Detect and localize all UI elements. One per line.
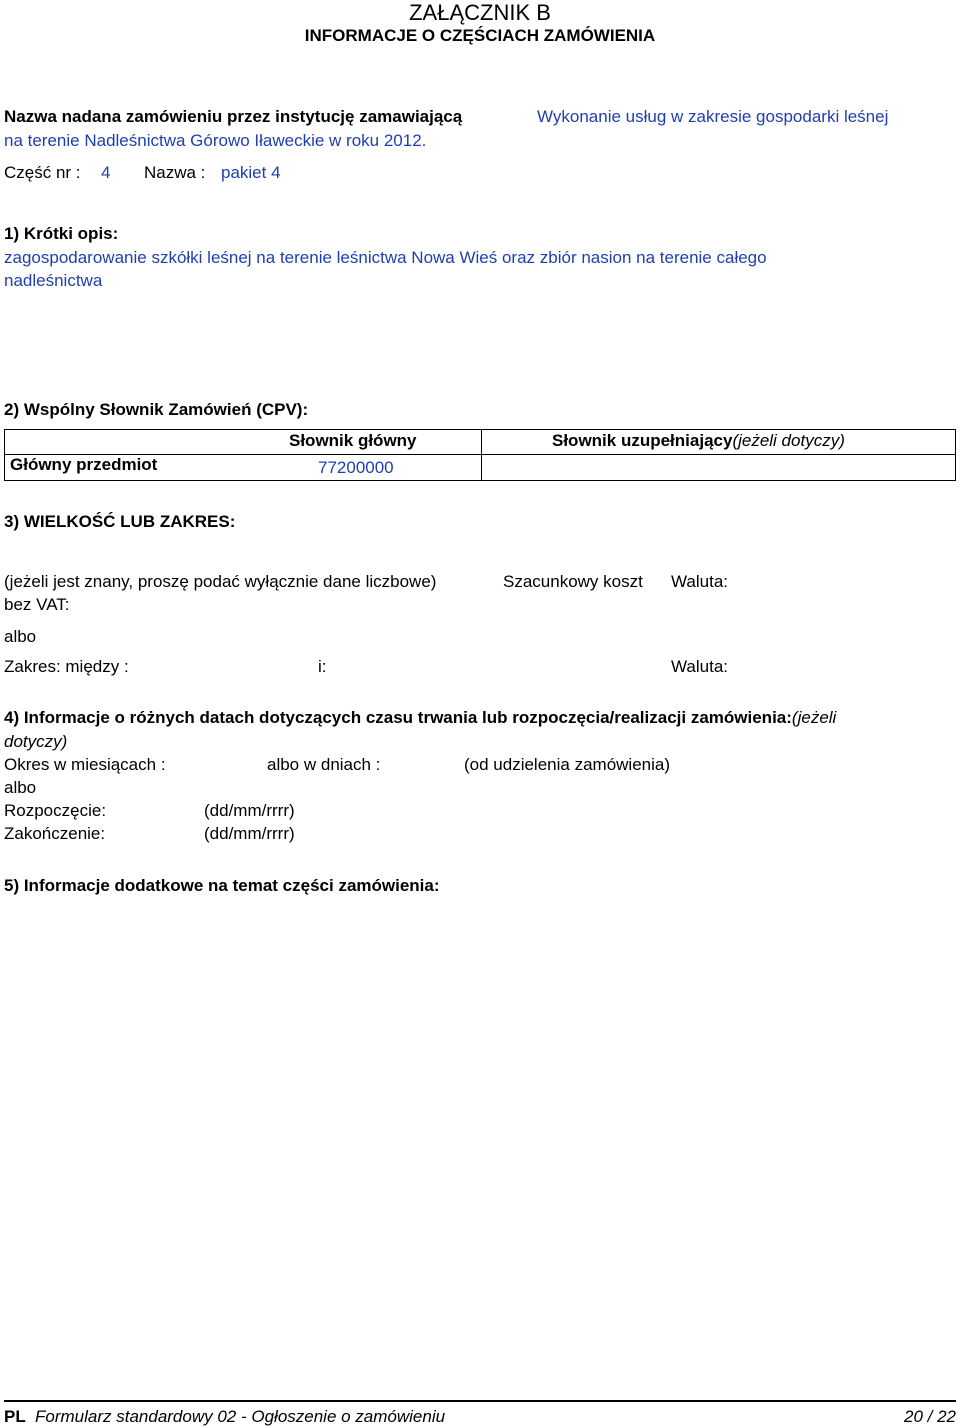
section1-heading: 1) Krótki opis: (4, 224, 119, 243)
section4-heading (4, 706, 836, 729)
estimated-cost-label: Szacunkowy koszt (503, 572, 643, 591)
vat-label: bez VAT: (4, 595, 70, 614)
range-label: Zakres: między : (4, 657, 129, 676)
section1-text-line1: zagospodarowanie szkółki leśnej na terenie leśnictwa Nowa Wieś oraz zbiór nasion na terenie całego (4, 248, 767, 267)
footer-lang: PL (4, 1407, 26, 1426)
document-title: ZAŁĄCZNIK B (409, 0, 551, 25)
cpv-main-code: 77200000 (318, 458, 394, 477)
cpv-row-label: Główny przedmiot (10, 455, 158, 474)
from-award-label: (od udzielenia zamówienia) (464, 755, 671, 774)
footer-rule (4, 1400, 956, 1402)
part-name-label: Nazwa : (144, 163, 206, 182)
cpv-col-main: Słownik główny (289, 431, 417, 450)
start-date-label: Rozpoczęcie: (4, 801, 107, 820)
contract-name-label: Nazwa nadana zamówieniu przez instytucję zamawiającą (4, 107, 463, 126)
part-number-label: Część nr : (4, 163, 81, 182)
section5-heading: 5) Informacje dodatkowe na temat części zamówienia: (4, 876, 440, 895)
section2-heading: 2) Wspólny Słownik Zamówień (CPV): (4, 400, 309, 419)
cpv-col-supp-note: (jeżeli dotyczy) (732, 431, 845, 450)
contract-name-value-line1: Wykonanie usług w zakresie gospodarki leśnej (537, 107, 889, 126)
range-and-label: i: (318, 657, 327, 676)
footer-page-number: 20 / 22 (904, 1407, 956, 1426)
section4-or: albo (4, 778, 37, 797)
cpv-col-supp-label: Słownik uzupełniający (552, 431, 733, 450)
section3-heading: 3) WIELKOŚĆ LUB ZAKRES: (4, 512, 236, 531)
document-subtitle: INFORMACJE O CZĘŚCIACH ZAMÓWIENIA (304, 26, 656, 45)
section4-heading-text: 4) Informacje o różnych datach dotyczących czasu trwania lub rozpoczęcia/realizacji zamówienia: (4, 708, 792, 727)
section3-or: albo (4, 627, 37, 646)
end-date-format: (dd/mm/rrrr) (204, 824, 295, 843)
range-currency-label: Waluta: (671, 657, 729, 676)
section1-text-line2: nadleśnictwa (4, 271, 103, 290)
currency-label: Waluta: (671, 572, 729, 591)
cpv-col-supp (552, 429, 845, 452)
section4-heading-note: (jeżeli (791, 708, 837, 727)
days-label: albo w dniach : (267, 755, 381, 774)
section4-heading-note-cont: dotyczy) (4, 732, 68, 751)
cpv-table-divider (481, 430, 482, 480)
part-name-value: pakiet 4 (221, 163, 281, 182)
months-label: Okres w miesiącach : (4, 755, 166, 774)
footer-form-name: Formularz standardowy 02 - Ogłoszenie o zamówieniu (35, 1407, 446, 1426)
end-date-label: Zakończenie: (4, 824, 106, 843)
start-date-format: (dd/mm/rrrr) (204, 801, 295, 820)
part-number-value: 4 (101, 163, 111, 182)
contract-name-value-line2: na terenie Nadleśnictwa Górowo Iławeckie w roku 2012. (4, 131, 427, 150)
section3-note: (jeżeli jest znany, proszę podać wyłącznie dane liczbowe) (4, 572, 437, 591)
